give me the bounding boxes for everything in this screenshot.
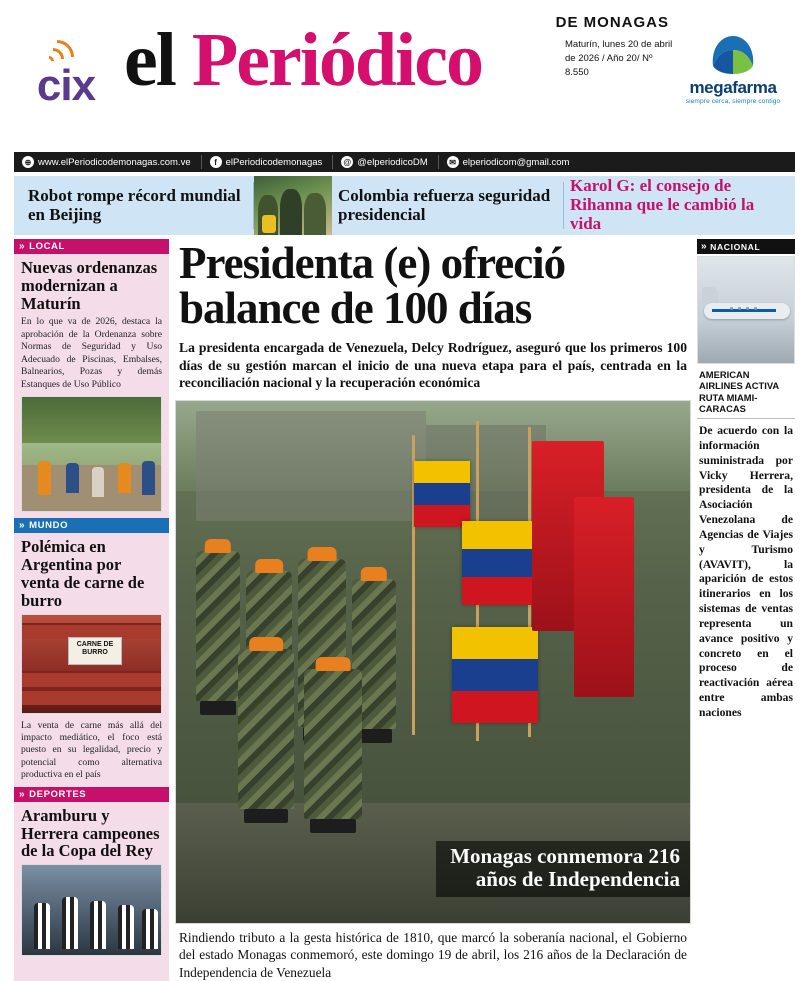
soldier-figure: [196, 551, 240, 701]
sponsor-megafarma: [677, 32, 789, 105]
megafarma-logo-icon: [705, 32, 761, 76]
mundo-photo: [21, 614, 162, 714]
social-email-label: elperiodicom@gmail.com: [462, 156, 570, 168]
venezuela-flag: [462, 521, 534, 605]
main-headline[interactable]: Presidenta (e) ofreció balance de 100 días: [179, 238, 566, 333]
main-photo-caption: Rindiendo tributo a la gesta histórica de 1810, que marcó la soberanía nacional, el Gobierno del estado Monagas conmemoró, este domingo 19 de abril, los 216 años de la Declaración de Independencia de Venezuela: [179, 929, 687, 980]
photo-overlay-line-2: años de Independencia: [475, 867, 680, 892]
social-email[interactable]: [439, 155, 580, 169]
photo-overlay-caption: [436, 841, 690, 896]
twitter-icon: @: [341, 156, 353, 168]
red-ceremonial-flag: [574, 497, 634, 697]
local-photo: [21, 396, 162, 512]
cix-logo: [14, 8, 118, 108]
teaser-colombia[interactable]: Colombia refuerza seguridad presidencial: [338, 185, 551, 224]
soldier-figure: [304, 669, 362, 819]
deportes-headline[interactable]: Aramburu y Herrera campeones de la Copa del Rey: [21, 805, 160, 861]
mundo-photo-sign: CARNE DE BURRO: [68, 637, 122, 665]
title-el: el: [124, 18, 192, 102]
masthead: [0, 0, 809, 150]
email-icon: ✉: [447, 156, 459, 168]
local-headline[interactable]: Nuevas ordenanzas modernizan a Maturín: [21, 258, 158, 313]
section-label-deportes-text: DEPORTES: [29, 788, 87, 800]
section-label-deportes[interactable]: [14, 787, 169, 802]
main-photo: [175, 400, 691, 924]
chevron-right-icon: »: [19, 788, 26, 800]
facebook-icon: f: [210, 156, 222, 168]
nacional-kicker[interactable]: AMERICAN AIRLINES ACTIVA RUTA MIAMI-CARACAS: [697, 364, 795, 419]
chevron-right-icon: »: [19, 241, 26, 252]
teaser-bar: [14, 175, 795, 235]
title-periodico: Periódico: [191, 18, 482, 102]
globe-icon: ⊕: [22, 156, 34, 168]
chevron-right-icon: »: [19, 520, 26, 532]
content-grid: [14, 239, 795, 981]
title-block: [118, 8, 795, 105]
photo-overlay-line-1: Monagas conmemora 216: [450, 844, 680, 869]
social-twitter[interactable]: [333, 155, 438, 169]
venezuela-flag: [414, 461, 470, 527]
main-standfirst: La presidenta encargada de Venezuela, Delcy Rodríguez, aseguró que los primeros 100 días de su gestión marcan el inicio de una nueva etapa para el país, centrada en la reconciliación nacional y la recuperación económica: [179, 340, 687, 391]
social-facebook-label: elPeriodicodemonagas: [225, 156, 323, 168]
issue-info: Maturín, lunes 20 de abril de 2026 / Año 20/ Nº 8.550: [565, 39, 673, 78]
section-label-mundo[interactable]: [14, 518, 169, 533]
social-twitter-label: @elperiodicoDM: [357, 156, 428, 168]
left-column: [14, 239, 169, 981]
social-facebook[interactable]: [202, 155, 334, 169]
soldier-figure: [238, 649, 294, 809]
section-label-nacional[interactable]: [697, 239, 795, 254]
section-label-local[interactable]: [14, 239, 169, 254]
sponsor-name: megafarma: [689, 78, 777, 97]
wifi-signal-icon: [40, 34, 118, 68]
deportes-photo: [21, 864, 162, 956]
mundo-headline[interactable]: Polémica en Argentina por venta de carne de burro: [21, 537, 145, 610]
right-column: [697, 239, 795, 981]
supra-title: DE MONAGAS: [555, 14, 669, 31]
chevron-right-icon: »: [701, 241, 708, 252]
nacional-body: De acuerdo con la información suministrada por Vicky Herrera, presidenta de la Asociación Venezolana de Agencias de Viajes y Turismo (AVAVIT), la aparición de estos itinerarios en los sistemas de ventas representa un avance positivo y concreto en el proceso de reactivación aérea entre ambas naciones: [699, 424, 793, 719]
cix-logo-text: cix: [36, 61, 96, 110]
center-column: [175, 239, 691, 981]
sponsor-tagline: siempre cerca, siempre contigo: [685, 98, 781, 105]
social-website[interactable]: [14, 155, 202, 169]
social-website-label: www.elPeriodicodemonagas.com.ve: [38, 156, 191, 168]
teaser-robot[interactable]: Robot rompe récord mundial en Beijing: [28, 185, 241, 224]
nacional-photo: [697, 256, 795, 364]
teaser-karolg[interactable]: Karol G: el consejo de Rihanna que le cambió la vida: [570, 176, 755, 233]
section-label-mundo-text: MUNDO: [29, 520, 69, 532]
mundo-body: La venta de carne más allá del impacto mediático, el foco está puesto en su legalidad, precio y potencial como alternativa productiva en el país: [21, 719, 162, 781]
venezuela-flag: [452, 627, 538, 723]
section-label-local-text: LOCAL: [29, 241, 65, 252]
local-body: En lo que va de 2026, destaca la aprobación de la Ordenanza sobre Normas de Seguridad y Uso Adecuado de Piscinas, Embalses, Balnearios, Pozas y demás Estanques de Uso Público: [21, 316, 162, 390]
social-bar: [14, 152, 795, 172]
teaser-photo-colombia: [254, 176, 332, 235]
section-label-nacional-text: NACIONAL: [710, 241, 761, 252]
